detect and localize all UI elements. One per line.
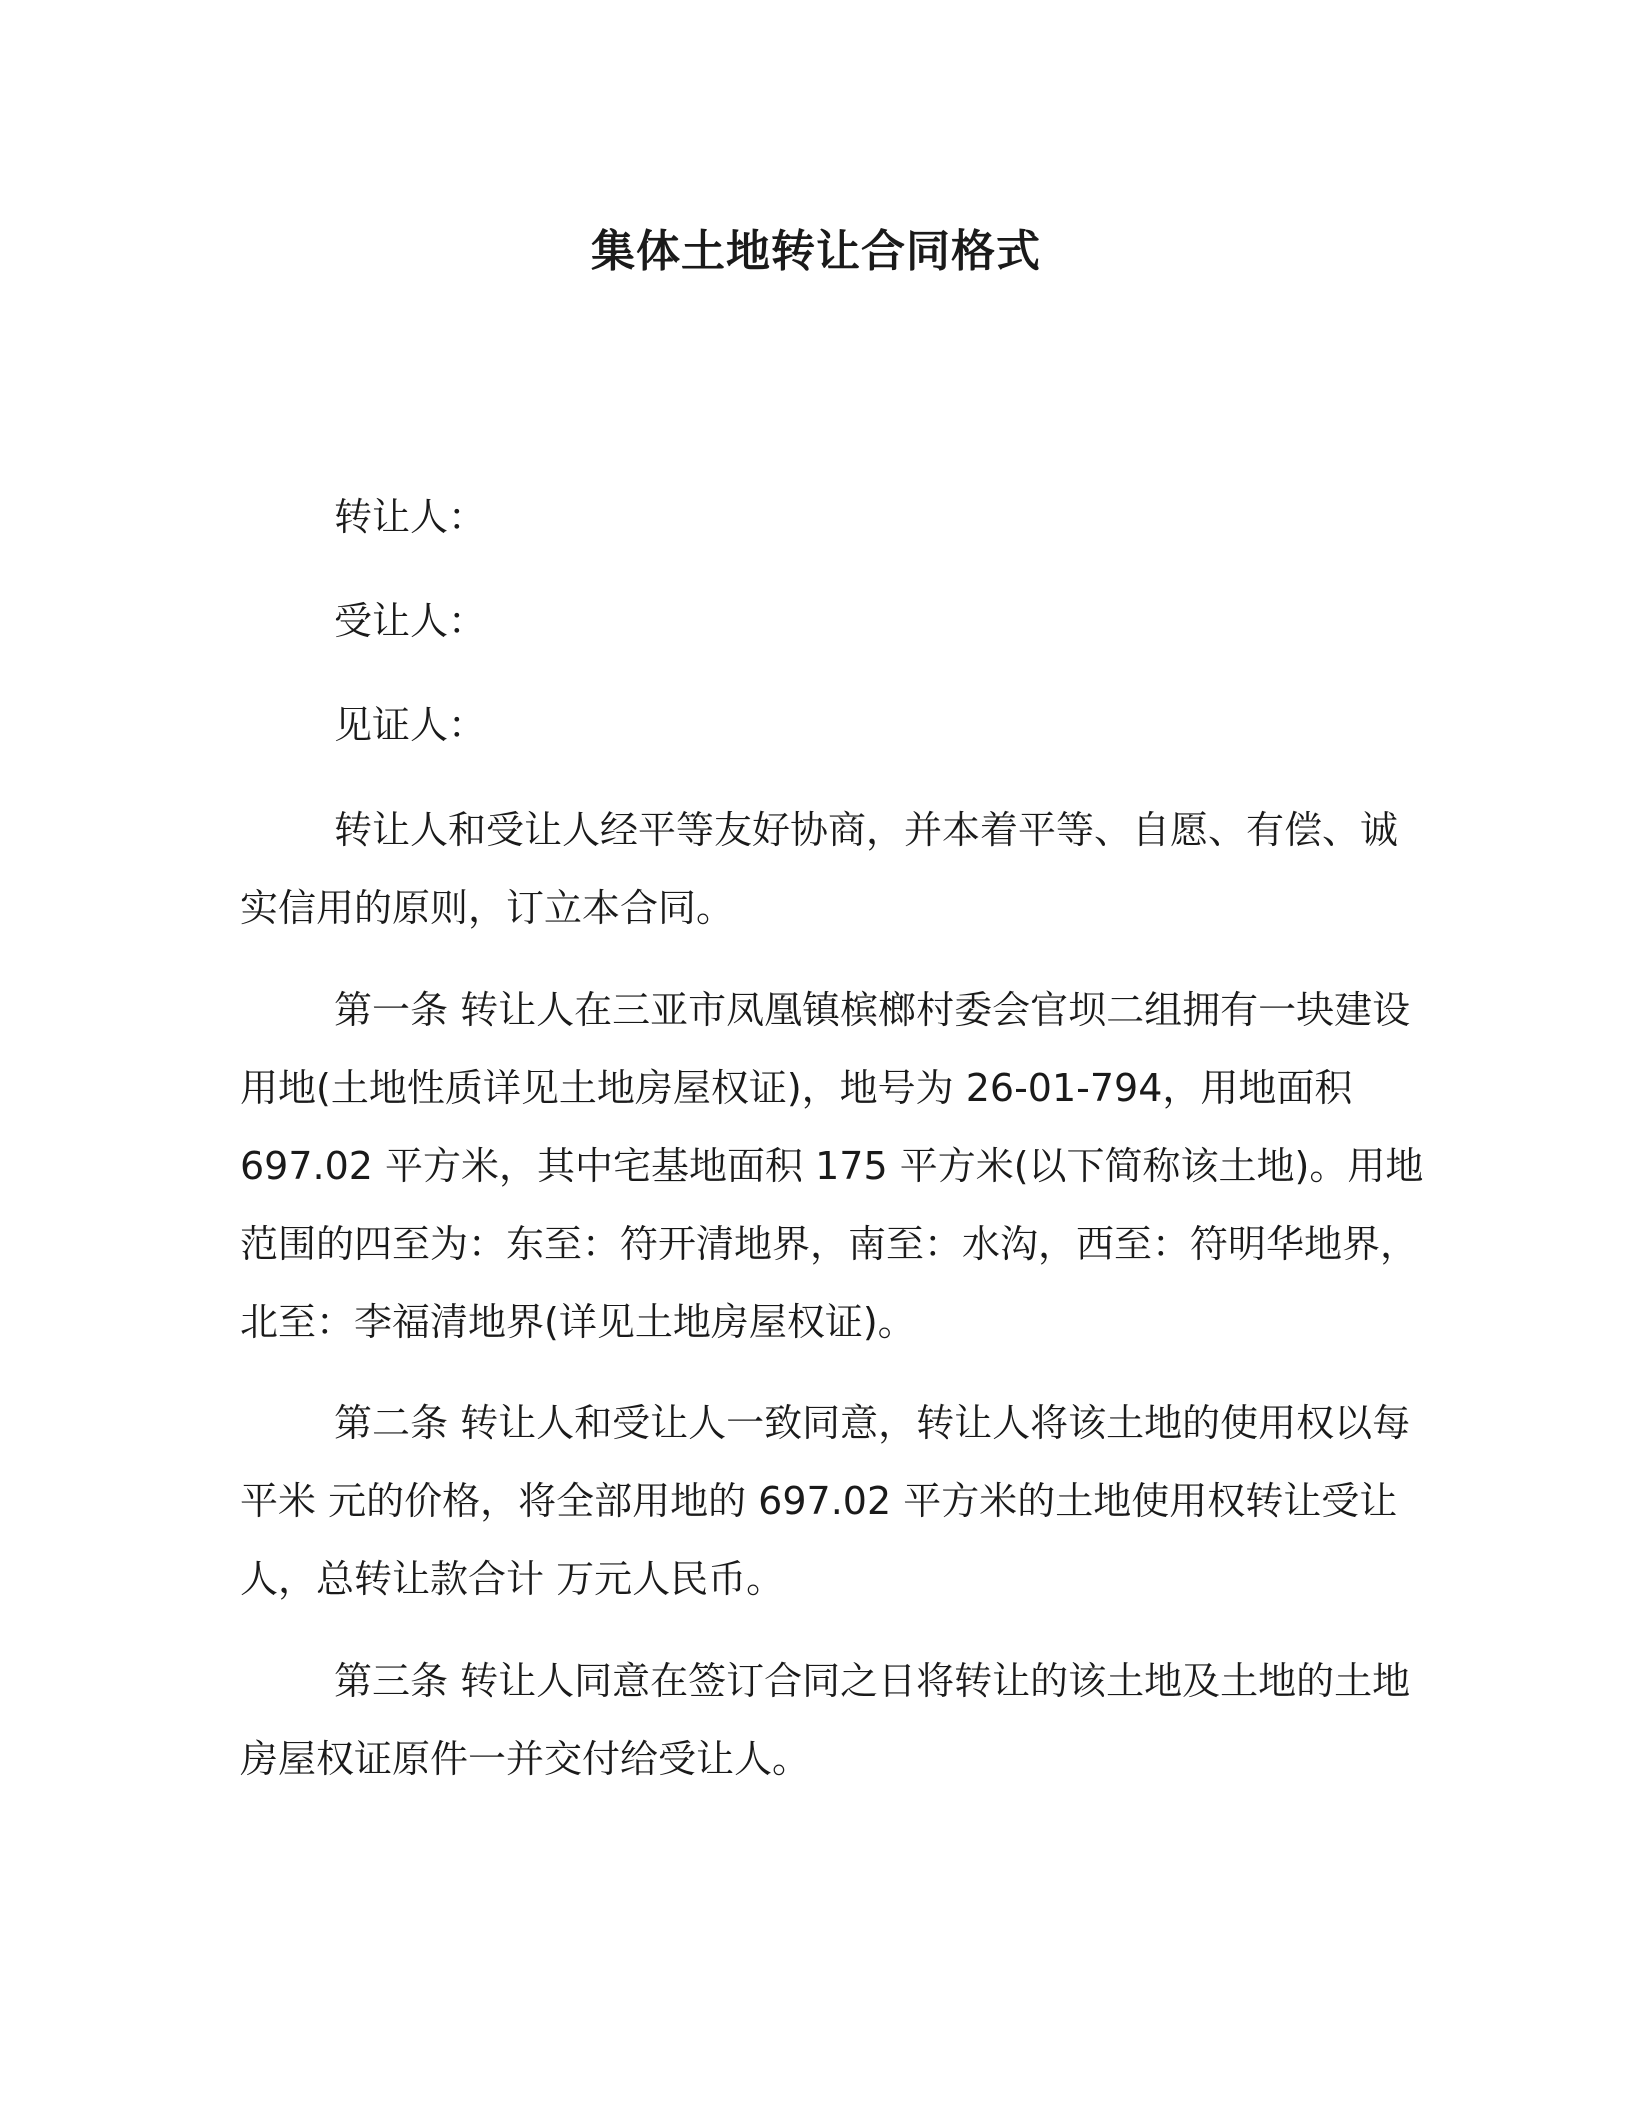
witness-field: 见证人： xyxy=(334,703,487,747)
transferee-field: 受让人： xyxy=(334,599,487,643)
paragraph-line: 北至：李福清地界(详见土地房屋权证)。 xyxy=(240,1300,916,1344)
paragraph-line: 转让人和受让人经平等友好协商，并本着平等、自愿、有偿、诚 xyxy=(334,808,1399,852)
paragraph-line: 697.02 平方米，其中宅基地面积 175 平方米(以下简称该土地)。用地 xyxy=(240,1144,1424,1188)
paragraph-line: 用地(土地性质详见土地房屋权证)，地号为 26-01-794，用地面积 xyxy=(240,1066,1353,1110)
paragraph-line: 平米 元的价格，将全部用地的 697.02 平方米的土地使用权转让受让 xyxy=(240,1479,1398,1523)
paragraph-line: 第二条 转让人和受让人一致同意，转让人将该土地的使用权以每 xyxy=(334,1401,1411,1445)
article-1-paragraph xyxy=(240,971,1424,1361)
paragraph-line: 范围的四至为：东至：符开清地界，南至：水沟，西至：符明华地界， xyxy=(240,1222,1419,1266)
paragraph-line: 房屋权证原件一并交付给受让人。 xyxy=(240,1737,811,1781)
preamble-paragraph xyxy=(240,791,1399,947)
article-3-paragraph xyxy=(240,1642,1411,1798)
document-title: 集体土地转让合同格式 xyxy=(591,226,1041,277)
paragraph-line: 第一条 转让人在三亚市凤凰镇槟榔村委会官坝二组拥有一块建设 xyxy=(334,988,1411,1032)
article-2-paragraph xyxy=(240,1384,1411,1618)
paragraph-line: 第三条 转让人同意在签订合同之日将转让的该土地及土地的土地 xyxy=(334,1659,1411,1703)
transferor-field: 转让人： xyxy=(334,495,487,539)
paragraph-line: 实信用的原则，订立本合同。 xyxy=(240,886,735,930)
paragraph-line: 人，总转让款合计 万元人民币。 xyxy=(240,1557,785,1601)
